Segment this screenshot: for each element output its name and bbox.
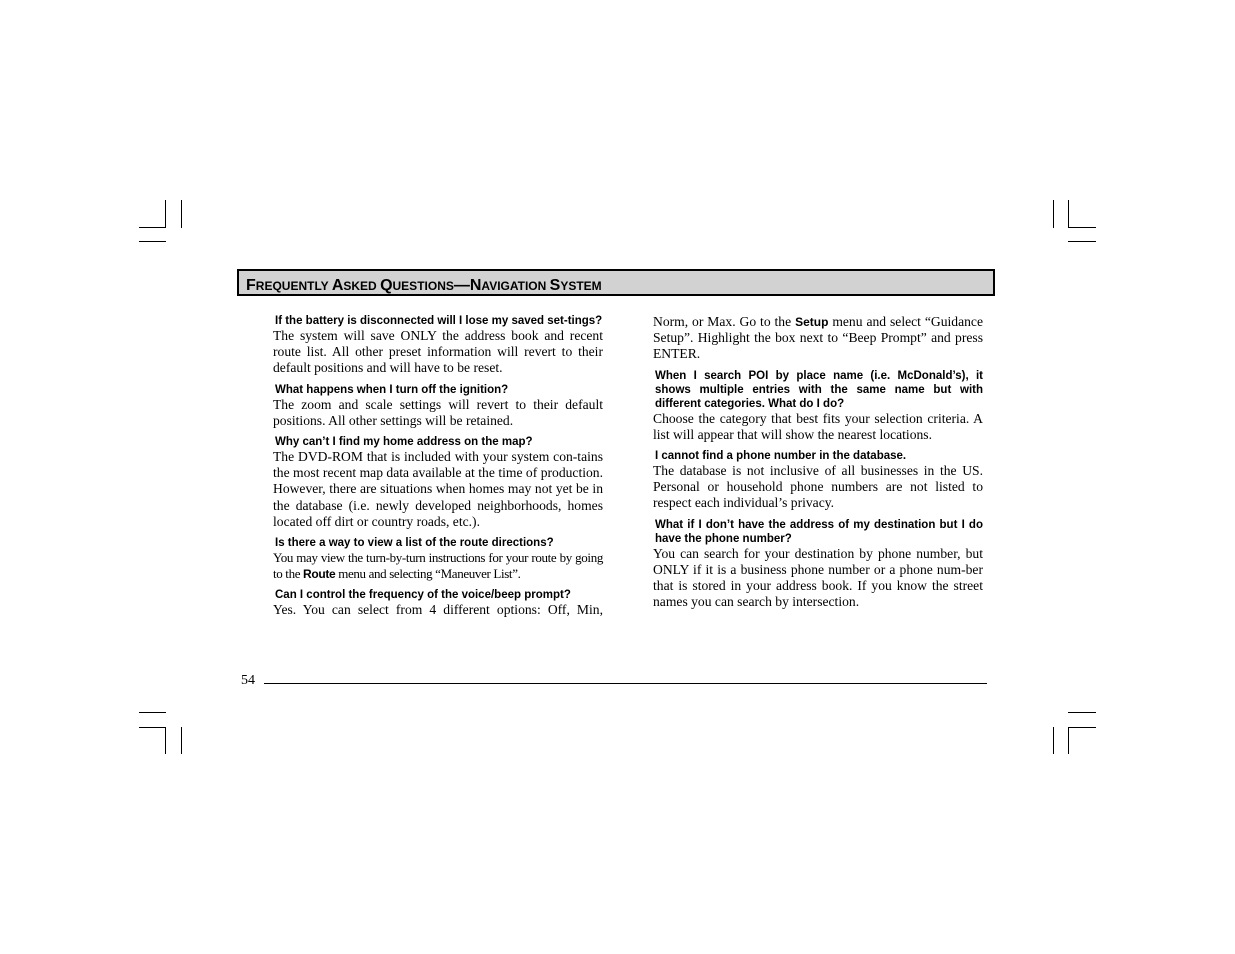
left-column — [273, 314, 603, 625]
menu-keyword-setup: Setup — [795, 315, 829, 329]
faq-answer: The system will save ONLY the address book and recent route list. All other preset information will revert to their default positions and will have to be reset. — [273, 328, 603, 376]
right-column — [653, 314, 983, 616]
crop-mark — [1068, 241, 1096, 242]
faq-answer: Choose the category that best fits your selection criteria. A list will appear that will show the nearest locations. — [653, 410, 983, 442]
faq-question: Why can’t I find my home address on the map? — [275, 436, 533, 449]
crop-mark — [181, 727, 182, 754]
crop-mark — [165, 200, 166, 228]
faq-answer: The database is not inclusive of all businesses in the US. Personal or household phone numbers are not listed to respect each individual’s privacy. — [653, 463, 983, 511]
crop-mark — [1068, 727, 1096, 728]
crop-mark — [165, 727, 166, 754]
crop-mark — [139, 227, 166, 228]
faq-answer: Yes. You can select from 4 different options: Off, Min, — [273, 602, 603, 618]
menu-keyword-route: Route — [303, 567, 336, 582]
faq-question: What if I don’t have the address of my destination but I do have the phone number? — [655, 518, 983, 545]
faq-answer: Norm, or Max. Go to the Setup menu and select “Guidance Setup”. Highlight the box next to “Beep Prompt” and press ENTER. — [653, 314, 983, 362]
faq-answer: The zoom and scale settings will revert to their default positions. All other settings will be retained. — [273, 396, 603, 428]
crop-mark — [1068, 227, 1096, 228]
crop-mark — [1053, 727, 1054, 754]
crop-mark — [1068, 727, 1069, 754]
crop-mark — [1068, 200, 1069, 228]
faq-question: Can I control the frequency of the voice/beep prompt? — [275, 589, 571, 602]
faq-answer: You may view the turn-by-turn instructions for your route by going to the Route menu and selecting “Maneuver List”. — [273, 550, 603, 582]
page-number: 54 — [241, 673, 255, 688]
faq-question: If the battery is disconnected will I lose my saved set-tings? — [275, 315, 603, 327]
section-title: FREQUENTLY ASKED QUESTIONS—NAVIGATION SYSTEM — [246, 277, 602, 294]
faq-answer: The DVD-ROM that is included with your system con-tains the most recent map data available at the time of production. However, there are situations when homes may not yet be in the database (i.e. newly developed neighborhoods, homes located off dirt or country roads, etc.). — [273, 449, 603, 529]
faq-question: Is there a way to view a list of the route directions? — [275, 537, 554, 550]
crop-mark — [139, 241, 166, 242]
faq-question: When I search POI by place name (i.e. McDonald’s), it shows multiple entries with the same name but with different categories. What do I do? — [655, 369, 983, 410]
faq-question: What happens when I turn off the ignition? — [275, 383, 509, 396]
faq-question: I cannot find a phone number in the database. — [655, 450, 907, 463]
faq-answer: You can search for your destination by phone number, but ONLY if it is a business phone number or a phone num-ber that is stored in your address book. If you know the street names you can search by intersection. — [653, 545, 983, 610]
section-title-bar — [237, 269, 995, 296]
crop-mark — [139, 712, 166, 713]
crop-mark — [1053, 200, 1054, 228]
crop-mark — [1068, 712, 1096, 713]
footer-rule — [264, 683, 987, 684]
crop-mark — [181, 200, 182, 228]
crop-mark — [139, 727, 166, 728]
